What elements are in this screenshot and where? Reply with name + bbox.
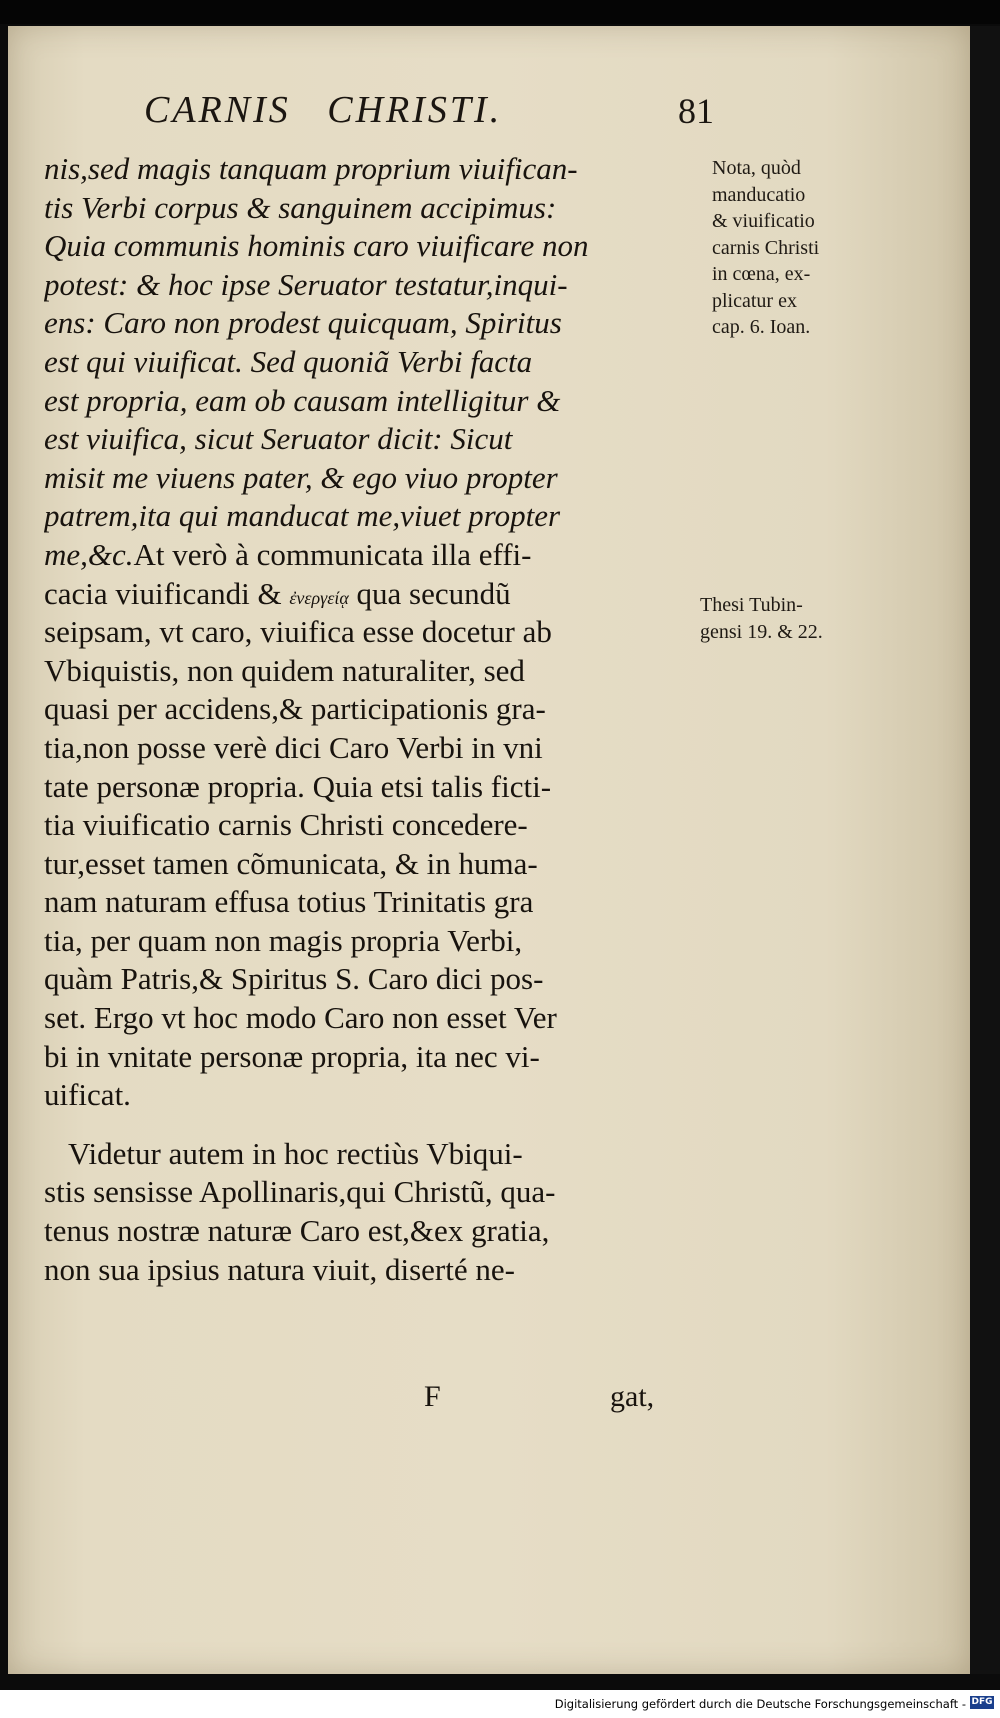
marginal-line: manducatio [712, 183, 806, 206]
page-number: 81 [678, 91, 714, 131]
text-run: tia,non posse verè dici Caro Verbi in vni [44, 729, 543, 765]
text-run: ens: Caro non prodest quicquam, Spiritus [44, 305, 562, 341]
catchword: gat, [610, 1380, 655, 1413]
text-line [44, 845, 704, 884]
text-run: ἐνεργείᾳ [289, 587, 349, 608]
text-line [44, 150, 704, 189]
text-run: bi in vnitate personæ propria, ita nec vi- [44, 1038, 540, 1074]
text-run: At verò à communicata illa effi- [133, 536, 532, 572]
text-run: quàm Patris,& Spiritus S. Caro dici pos- [44, 961, 544, 997]
text-run: qua secundũ [348, 575, 511, 611]
text-run: tis Verbi corpus & sanguinem accipimus: [44, 189, 557, 225]
text-line [44, 227, 704, 266]
text-line [44, 343, 704, 382]
text-run: me,&c. [44, 536, 134, 572]
text-line [44, 729, 704, 768]
text-line [44, 459, 704, 498]
marginal-note-2 [700, 592, 823, 645]
main-text-block [44, 150, 704, 1289]
text-line [44, 960, 704, 999]
text-run: Quia communis hominis caro viuificare non [44, 228, 589, 264]
text-run: tia, per quam non magis propria Verbi, [44, 922, 523, 958]
marginal-line: gensi 19. & 22. [700, 620, 823, 643]
marginal-line: Thesi Tubin- [700, 594, 803, 616]
text-line [44, 266, 704, 305]
text-run: uificat. [44, 1077, 131, 1113]
text-line: tenus nostræ naturæ Caro est,&ex gratia, [44, 1213, 550, 1249]
text-run: tur,esset tamen cõmunicata, & in huma- [44, 845, 538, 881]
scan-top-border [0, 0, 1000, 24]
marginal-line: in cœna, ex- [712, 263, 811, 285]
text-line [44, 806, 704, 845]
marginal-line: plicatur ex [712, 289, 797, 312]
scan-right-border [970, 26, 1000, 1674]
text-line [44, 999, 704, 1038]
text-line [44, 613, 704, 652]
text-run: set. Ergo vt hoc modo Caro non esset Ver [44, 1000, 557, 1036]
dfg-logo-icon: DFG [971, 1697, 993, 1707]
text-line [44, 304, 704, 343]
text-line [44, 690, 704, 729]
text-line: Videtur autem in hoc rectiùs Vbiqui- [68, 1135, 523, 1171]
marginal-line: & viuificatio [712, 210, 815, 232]
paragraph-1 [44, 150, 704, 1115]
text-run: nis,sed magis tanquam proprium viuifican- [44, 151, 578, 186]
text-run: est qui viuificat. Sed quoniã Verbi facta [44, 343, 533, 379]
text-run: cacia viuificandi & [44, 575, 290, 611]
running-header [134, 88, 714, 144]
text-line [44, 189, 704, 228]
text-line [44, 883, 704, 922]
marginal-note-1 [712, 155, 819, 341]
text-run: quasi per accidens,& participationis gra- [44, 691, 546, 727]
signature-mark: F [424, 1380, 441, 1413]
text-run: tia viuificatio carnis Christi concedere- [44, 807, 528, 843]
text-line [44, 768, 704, 807]
paragraph-2 [44, 1135, 704, 1289]
paragraph-gap [44, 1115, 704, 1135]
text-line: non sua ipsius natura viuit, diserté ne- [44, 1251, 515, 1287]
text-run: potest: & hoc ipse Seruator testatur,inqui- [44, 266, 568, 302]
text-run: est viuifica, sicut Seruator dicit: Sicut [44, 421, 513, 457]
text-run: seipsam, vt caro, viuifica esse docetur ab [44, 614, 552, 650]
marginal-line: cap. 6. Ioan. [712, 316, 811, 338]
text-line [44, 497, 704, 536]
text-line [44, 922, 704, 961]
text-line [44, 1076, 704, 1115]
text-line [44, 382, 704, 421]
footer-credit: Digitalisierung gefördert durch die Deutsche Forschungsgemeinschaft - [554, 1697, 966, 1711]
text-run: est propria, eam ob causam intelligitur & [44, 382, 561, 418]
text-line [44, 575, 704, 614]
marginal-line: Nota, quòd [712, 157, 801, 179]
digitization-footer [0, 1690, 1000, 1718]
text-run: nam naturam effusa totius Trinitatis gra [44, 884, 534, 920]
text-line: stis sensisse Apollinaris,qui Christũ, qua- [44, 1174, 556, 1210]
text-run: tate personæ propria. Quia etsi talis ficti- [44, 768, 552, 804]
marginal-line: carnis Christi [712, 236, 820, 259]
running-head-title: CARNIS CHRISTI. [144, 89, 503, 131]
text-line [44, 420, 704, 459]
text-line [44, 652, 704, 691]
text-line [44, 536, 704, 575]
text-run: Vbiquistis, non quidem naturaliter, sed [44, 652, 525, 688]
text-line [44, 1038, 704, 1077]
text-run: misit me viuens pater, & ego viuo propter [44, 459, 558, 495]
text-run: patrem,ita qui manducat me,viuet propter [44, 498, 561, 534]
